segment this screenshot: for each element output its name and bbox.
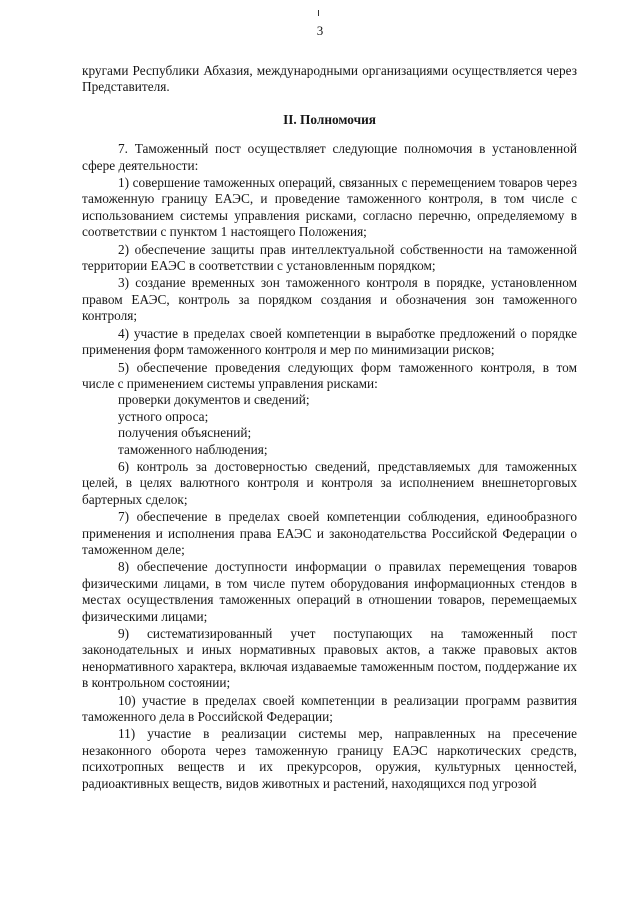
list-item: 6) контроль за достоверностью сведений, представляемых для таможенных целей, в целях валютного контроля и контроля за исполнением внешнеторговых бартерных сделок; — [82, 458, 577, 507]
list-item: 8) обеспечение доступности информации о правилах перемещения товаров физическими лицами, в том числе путем оборудования информационных стендов в местах осуществления таможенных операций в отношении товаров, перемещаемых физическими лицами; — [82, 559, 577, 624]
page-number: 3 — [316, 23, 324, 38]
intro-paragraph: кругами Республики Абхазия, международными организациями осуществляется через Представителя. — [82, 63, 577, 95]
document-body — [82, 63, 577, 792]
list-item: 11) участие в реализации системы мер, направленных на пресечение незаконного оборота через таможенную границу ЕАЭС наркотических средств, психотропных веществ и их прекурсоров, оружия, культурных ценностей, радиоактивных веществ, видов животных и растений, находящихся под угрозой — [82, 726, 577, 791]
list-item: 5) обеспечение проведения следующих форм таможенного контроля, в том числе с применением системы управления рисками: — [82, 359, 577, 391]
section-title: II. Полномочия — [283, 111, 376, 127]
list-item: 2) обеспечение защиты прав интеллектуальной собственности на таможенной территории ЕАЭС в соответствии с установленным порядком; — [82, 241, 577, 274]
sub-item: устного опроса; — [118, 408, 209, 424]
sub-item: таможенного наблюдения; — [118, 441, 268, 457]
scan-mark — [318, 10, 319, 16]
list-item: 9) систематизированный учет поступающих на таможенный пост законодательных и иных нормативных правовых актов, а также правовых актов ненормативного характера, включая издаваемые таможенным постом, поддержание их в контрольном состоянии; — [82, 626, 577, 691]
list-item: 3) создание временных зон таможенного контроля в порядке, установленном правом ЕАЭС, контроль за порядком создания и обозначения зон таможенного контроля; — [82, 275, 577, 324]
list-item: 1) совершение таможенных операций, связанных с перемещением товаров через таможенную границу ЕАЭС, и проведение таможенного контроля, в том числе с использованием системы управления рисками, согласно перечню, определяемому в соответствии с пунктом 1 настоящего Положения; — [82, 175, 577, 240]
list-item: 7) обеспечение в пределах своей компетенции соблюдения, единообразного применения и исполнения права ЕАЭС и законодательства Российской Федерации о таможенном деле; — [82, 509, 577, 557]
sub-item: проверки документов и сведений; — [118, 392, 310, 408]
clause-7: 7. Таможенный пост осуществляет следующие полномочия в установленной сфере деятельности: — [82, 141, 577, 173]
list-item: 10) участие в пределах своей компетенции в реализации программ развития таможенного дела в Российской Федерации; — [82, 692, 577, 725]
list-item: 4) участие в пределах своей компетенции в выработке предложений о порядке применения форм таможенного контроля и мер по минимизации рисков; — [82, 325, 577, 358]
sub-item: получения объяснений; — [118, 425, 252, 441]
